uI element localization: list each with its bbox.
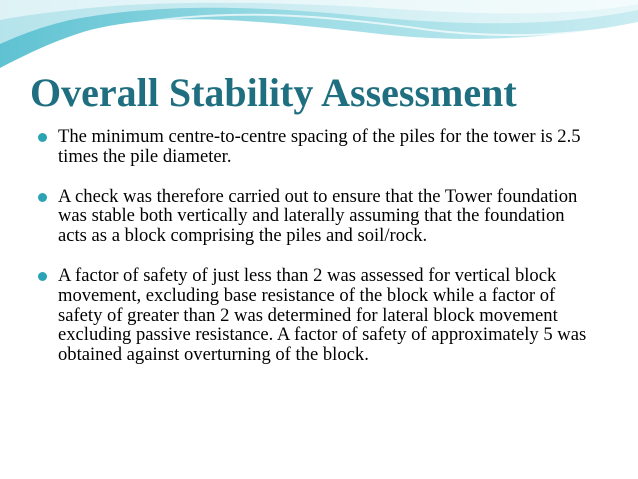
bullet-text: The minimum centre-to-centre spacing of the piles for the tower is 2.5 times the pile diameter. bbox=[58, 126, 581, 167]
bullet-dot-icon bbox=[38, 272, 47, 281]
header-wave-decoration bbox=[0, 0, 638, 80]
bullet-item bbox=[38, 266, 598, 365]
bullet-text: A check was therefore carried out to ensure that the Tower foundation was stable both vertically and laterally assuming that the foundation acts as a block comprising the piles and soil/rock. bbox=[58, 185, 578, 247]
bullet-list bbox=[38, 127, 598, 365]
bullet-item bbox=[38, 187, 598, 246]
slide-title: Overall Stability Assessment bbox=[30, 70, 517, 115]
bullet-text: A factor of safety of just less than 2 was assessed for vertical block movement, excluding base resistance of the block while a factor of safety of greater than 2 was determined for lateral block movement excluding passive resistance. A factor of safety of approximately 5 was obtained against overturning of the block. bbox=[58, 264, 587, 366]
bullet-item bbox=[38, 127, 598, 167]
bullet-dot-icon bbox=[38, 193, 47, 202]
bullet-dot-icon bbox=[38, 133, 47, 142]
